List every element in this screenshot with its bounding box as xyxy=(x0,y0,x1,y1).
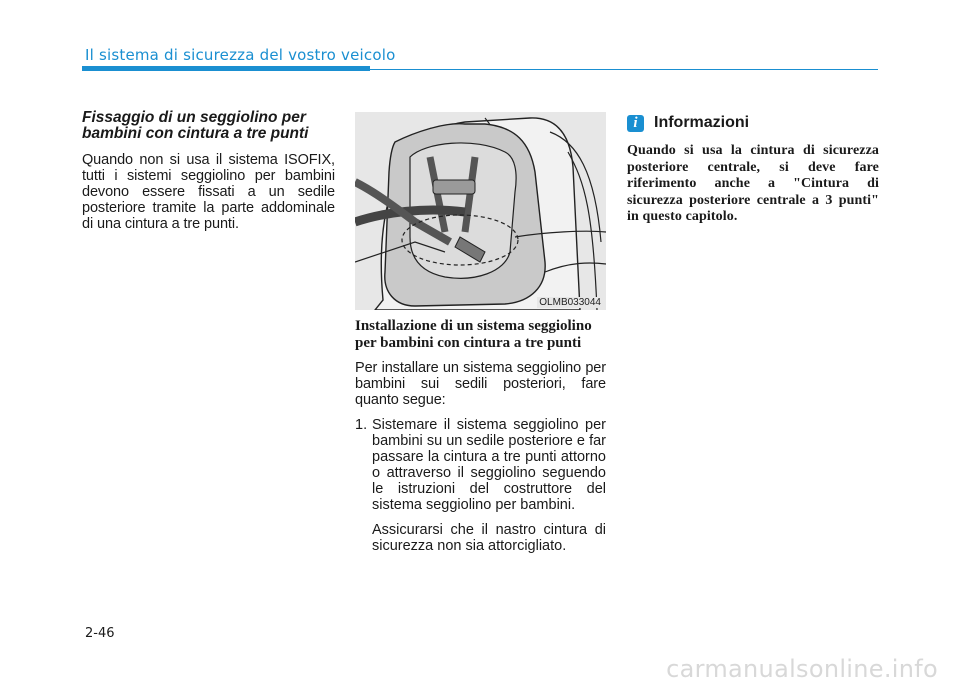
header-rule-thin xyxy=(370,69,878,70)
step-text: Sistemare il sistema seggiolino per bambini su un sedile posteriore e far passare la cintura a tre punti attorno o attraverso il seggiolino seguendo le istruzioni del costruttore del sistema seggiolino per bambini. xyxy=(372,417,606,513)
child-seat-drawing xyxy=(355,112,606,310)
child-seat-illustration xyxy=(355,112,606,310)
step-number: 1. xyxy=(355,417,368,433)
figure-code: OLMB033044 xyxy=(539,297,601,308)
middle-column xyxy=(355,112,606,554)
left-column xyxy=(82,110,335,232)
page-number: 2-46 xyxy=(85,626,115,641)
step-note: Assicurarsi che il nastro cintura di sicurezza non sia attorcigliato. xyxy=(372,522,606,554)
subsection-heading: Installazione di un sistema seggiolino per bambini con cintura a tre punti xyxy=(355,318,592,351)
header-rule-thick xyxy=(82,66,370,71)
right-column xyxy=(627,114,879,226)
info-header xyxy=(627,114,879,132)
section-header-title: Il sistema di sicurezza del vostro veicolo xyxy=(85,46,396,64)
info-text: Quando si usa la cintura di sicurezza posteriore centrale, si deve fare riferimento anche a "Cintura di sicurezza posteriore centrale a 3 punti" in questo capitolo. xyxy=(627,143,879,224)
step-list xyxy=(355,417,606,554)
intro-paragraph: Quando non si usa il sistema ISOFIX, tutti i sistemi seggiolino per bambini devono essere fissati a un sedile posteriore tramite la parte addominale di una cintura a tre punti. xyxy=(82,152,335,232)
info-icon: i xyxy=(627,115,644,132)
info-title: Informazioni xyxy=(654,114,750,131)
list-item xyxy=(355,417,606,554)
watermark: carmanualsonline.info xyxy=(666,655,938,683)
section-heading: Fissaggio di un seggiolino per bambini con cintura a tre punti xyxy=(82,109,309,142)
instruction-intro: Per installare un sistema seggiolino per bambini sui sedili posteriori, fare quanto segue: xyxy=(355,360,606,408)
